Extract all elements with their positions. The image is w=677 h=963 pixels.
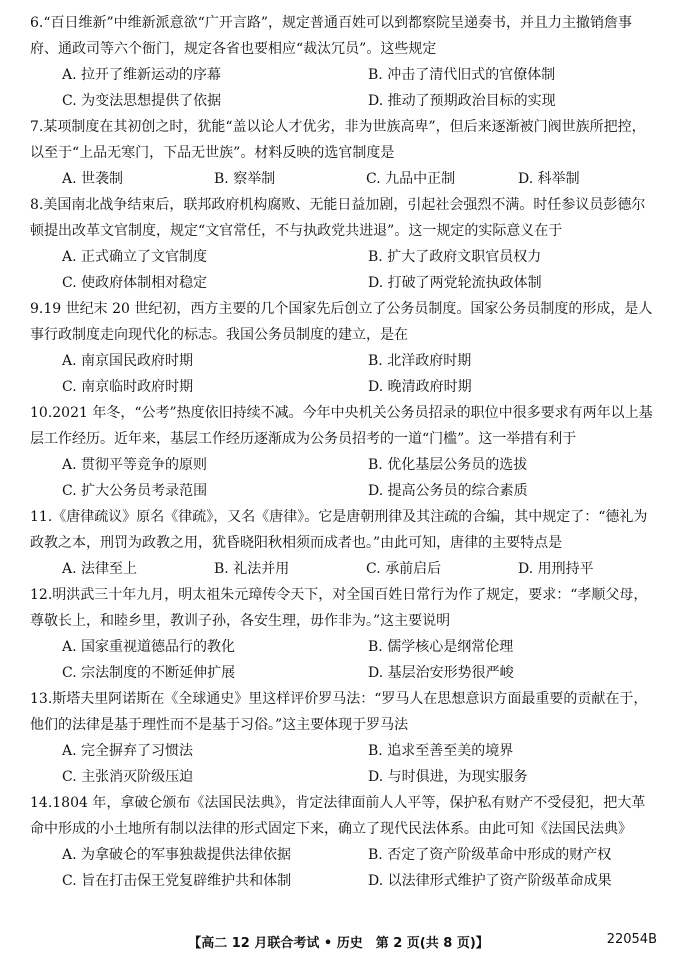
question-8 (30, 192, 658, 296)
question-13 (30, 686, 658, 790)
question-stem: 9.19 世纪末 20 世纪初，西方主要的几个国家先后创立了公务员制度。国家公务员制度的形成，是人事行政制度走向现代化的标志。我国公务员制度的建立，是在 (30, 301, 653, 343)
question-11 (30, 504, 658, 582)
option-c: C. 主张消灭阶级压迫 (62, 769, 194, 785)
question-10 (30, 400, 658, 504)
option-c: C. 扩大公务员考录范围 (62, 483, 208, 499)
option-c: C. 使政府体制相对稳定 (62, 275, 208, 291)
option-b: B. 察举制 (214, 171, 276, 187)
option-group (30, 842, 658, 894)
option-d: D. 用刑持平 (518, 561, 594, 577)
option-b: B. 优化基层公务员的选拔 (368, 457, 528, 473)
option-d: D. 打破了两党轮流执政体制 (368, 275, 542, 291)
option-a: A. 南京国民政府时期 (62, 353, 194, 369)
question-12 (30, 582, 658, 686)
option-group (30, 556, 658, 582)
question-stem: 14.1804 年，拿破仑颁布《法国民法典》，肯定法律面前人人平等，保护私有财产不受侵犯，把大革命中形成的小土地所有制以法律的形式固定下来，确立了现代民法体系。由此可知《法国民法典》 (30, 795, 646, 837)
option-d: D. 推动了预期政治目标的实现 (368, 93, 556, 109)
option-group (30, 62, 658, 114)
question-7 (30, 114, 658, 192)
option-a: A. 完全摒弃了习惯法 (62, 743, 194, 759)
option-group (30, 348, 658, 400)
option-d: D. 与时俱进，为现实服务 (368, 769, 528, 785)
option-c: C. 承前启后 (366, 561, 442, 577)
option-c: C. 南京临时政府时期 (62, 379, 194, 395)
option-d: D. 晚清政府时期 (368, 379, 472, 395)
option-d: D. 以法律形式维护了资产阶级革命成果 (368, 873, 612, 889)
question-list (30, 10, 658, 894)
option-a: A. 拉开了维新运动的序幕 (62, 67, 222, 83)
option-a: A. 世袭制 (62, 171, 124, 187)
option-d: D. 基层治安形势很严峻 (368, 665, 514, 681)
question-stem: 12.明洪武三十年九月，明太祖朱元璋传令天下，对全国百姓日常行为作了规定，要求：“孝顺父母，尊敬长上，和睦乡里，教训子孙，各安生理，毋作非为。”这主要说明 (30, 587, 648, 629)
option-c: C. 九品中正制 (366, 171, 456, 187)
option-c: C. 宗法制度的不断延伸扩展 (62, 665, 236, 681)
question-9 (30, 296, 658, 400)
option-d: D. 科举制 (518, 171, 580, 187)
exam-code: 22054B (606, 932, 657, 947)
option-b: B. 否定了资产阶级革命中形成的财产权 (368, 847, 612, 863)
option-group (30, 244, 658, 296)
option-b: B. 儒学核心是纲常伦理 (368, 639, 514, 655)
question-stem: 6.“百日维新”中维新派意欲“广开言路”，规定普通百姓可以到都察院呈递奏书，并且力主撤销詹事府、通政司等六个衙门，规定各省也要相应“裁汰冗员”。这些规定 (30, 15, 632, 57)
option-a: A. 国家重视道德品行的教化 (62, 639, 236, 655)
option-b: B. 冲击了清代旧式的官僚体制 (368, 67, 556, 83)
option-b: B. 扩大了政府文职官员权力 (368, 249, 542, 265)
option-group (30, 634, 658, 686)
option-c: C. 为变法思想提供了依据 (62, 93, 222, 109)
question-6 (30, 10, 658, 114)
question-stem: 7.某项制度在其初创之时，犹能“盖以论人才优劣，非为世族高卑”，但后来逐渐被门阀世族所把控，以至于“上品无寒门，下品无世族”。材料反映的选官制度是 (30, 119, 646, 161)
option-b: B. 北洋政府时期 (368, 353, 472, 369)
question-14 (30, 790, 658, 894)
option-a: A. 为拿破仑的军事独裁提供法律依据 (62, 847, 292, 863)
option-c: C. 旨在打击保王党复辟维护共和体制 (62, 873, 292, 889)
page-footer (0, 930, 677, 954)
option-group (30, 452, 658, 504)
option-a: A. 贯彻平等竞争的原则 (62, 457, 208, 473)
option-group (30, 738, 658, 790)
question-stem: 8.美国南北战争结束后，联邦政府机构腐败、无能日益加剧，引起社会强烈不满。时任参议员彭德尔顿提出改革文官制度，规定“文官常任，不与执政党共进退”。这一规定的实际意义在于 (30, 197, 646, 239)
option-a: A. 法律至上 (62, 561, 138, 577)
option-a: A. 正式确立了文官制度 (62, 249, 208, 265)
option-b: B. 礼法并用 (214, 561, 290, 577)
option-b: B. 追求至善至美的境界 (368, 743, 514, 759)
question-stem: 13.斯塔夫里阿诺斯在《全球通史》里这样评价罗马法：“罗马人在思想意识方面最重要的贡献在于，他们的法律是基于理性而不是基于习俗。”这主要体现于罗马法 (30, 691, 648, 733)
footer-title: 【高二 12 月联合考试 • 历史 第 2 页(共 8 页)】 (188, 936, 489, 951)
option-group (30, 166, 658, 192)
question-stem: 11.《唐律疏议》原名《律疏》，又名《唐律》。它是唐朝刑律及其注疏的合编，其中规定了：“德礼为政教之本，刑罚为政教之用，犹昏晓阳秋相须而成者也。”由此可知，唐律的主要特点是 (30, 509, 648, 551)
option-d: D. 提高公务员的综合素质 (368, 483, 528, 499)
question-stem: 10.2021 年冬，“公考”热度依旧持续不减。今年中央机关公务员招录的职位中很多要求有两年以上基层工作经历。近年来，基层工作经历逐渐成为公务员招考的一道“门槛”。这一举措有利于 (30, 405, 653, 447)
